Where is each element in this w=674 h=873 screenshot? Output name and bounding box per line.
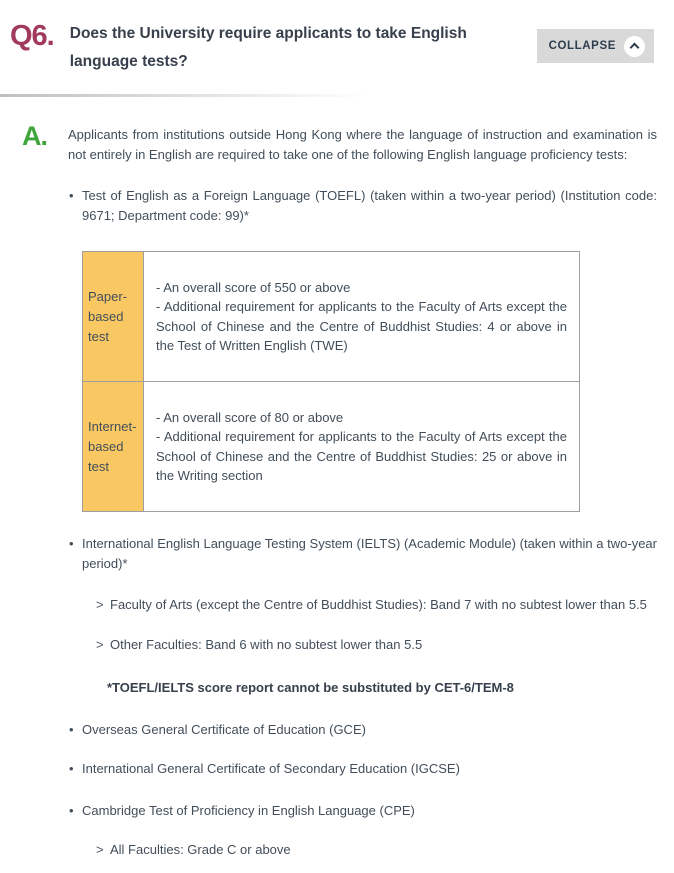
subitem-other-faculties-text: Other Faculties: Band 6 with no subtest lower than 5.5 [110, 636, 423, 652]
bullet-icon: • [69, 721, 74, 737]
subitem-other-faculties [68, 635, 657, 655]
question-title: Does the University require applicants to take English language tests? [69, 25, 467, 70]
test-type-cell: Internet-based test [83, 382, 144, 512]
requirement-cell [144, 252, 580, 382]
bullet-icon: • [69, 802, 74, 818]
answer-intro: Applicants from institutions outside Hong Kong where the language of instruction and examination is not entirely in English are required to take one of the following English language proficiency tests: [68, 127, 657, 162]
answer-section [0, 97, 674, 860]
arrow-icon: > [96, 597, 104, 612]
bullet-item-igcse-text: International General Certificate of Secondary Education (IGCSE) [82, 761, 460, 776]
requirement-line: - An overall score of 550 or above [156, 279, 351, 295]
collapse-button[interactable] [537, 29, 654, 63]
subitem-all-faculties [68, 840, 657, 860]
subitem-faculty-of-arts [68, 595, 657, 615]
bullet-item-gce [68, 720, 657, 740]
bullet-item-toefl-text: Test of English as a Foreign Language (TOEFL) (taken within a two-year period) (Institution code: 9671; Department code: 99)* [82, 188, 657, 223]
subitem-all-faculties-text: All Faculties: Grade C or above [110, 842, 291, 857]
requirement-line: - Additional requirement for applicants to the Faculty of Arts except the School of Chinese and the Centre of Buddhist Studies: 25 or above in the Writing section [156, 429, 567, 483]
requirement-line: - Additional requirement for applicants to the Faculty of Arts except the School of Chinese and the Centre of Buddhist Studies: 4 or above in the Test of Written English (TWE) [156, 299, 567, 353]
bullet-item-toefl [68, 186, 657, 225]
bullet-icon: • [69, 761, 74, 776]
bullet-icon: • [69, 536, 74, 551]
bullet-icon: • [69, 188, 74, 203]
bullet-item-gce-text: Overseas General Certificate of Education (GCE) [82, 721, 366, 737]
requirement-cell [144, 382, 580, 512]
table-row-paper-based [83, 252, 580, 382]
table-row-internet-based [83, 382, 580, 512]
chevron-up-glyph [630, 43, 640, 53]
toefl-score-table [82, 251, 580, 512]
test-type-cell: Paper-based test [83, 252, 144, 382]
arrow-icon: > [96, 842, 104, 857]
answer-body [68, 123, 657, 860]
question-header [0, 0, 674, 76]
answer-label: A. [22, 121, 47, 151]
bullet-item-ielts-text: International English Language Testing System (IELTS) (Academic Module) (taken within a two-year period)* [82, 536, 657, 571]
bullet-item-ielts [68, 534, 657, 573]
arrow-icon: > [96, 636, 104, 652]
bullet-item-igcse [68, 759, 657, 779]
collapse-button-label: COLLAPSE [548, 40, 616, 52]
substitution-note: *TOEFL/IELTS score report cannot be substituted by CET-6/TEM-8 [107, 680, 514, 695]
chevron-up-icon [624, 36, 645, 57]
requirement-line: - An overall score of 80 or above [156, 409, 344, 425]
bullet-item-cpe [68, 801, 657, 821]
bullet-item-cpe-text: Cambridge Test of Proficiency in English Language (CPE) [82, 802, 415, 818]
subitem-faculty-of-arts-text: Faculty of Arts (except the Centre of Buddhist Studies): Band 7 with no subtest lower than 5.5 [110, 597, 647, 612]
question-number: Q6. [10, 20, 54, 52]
